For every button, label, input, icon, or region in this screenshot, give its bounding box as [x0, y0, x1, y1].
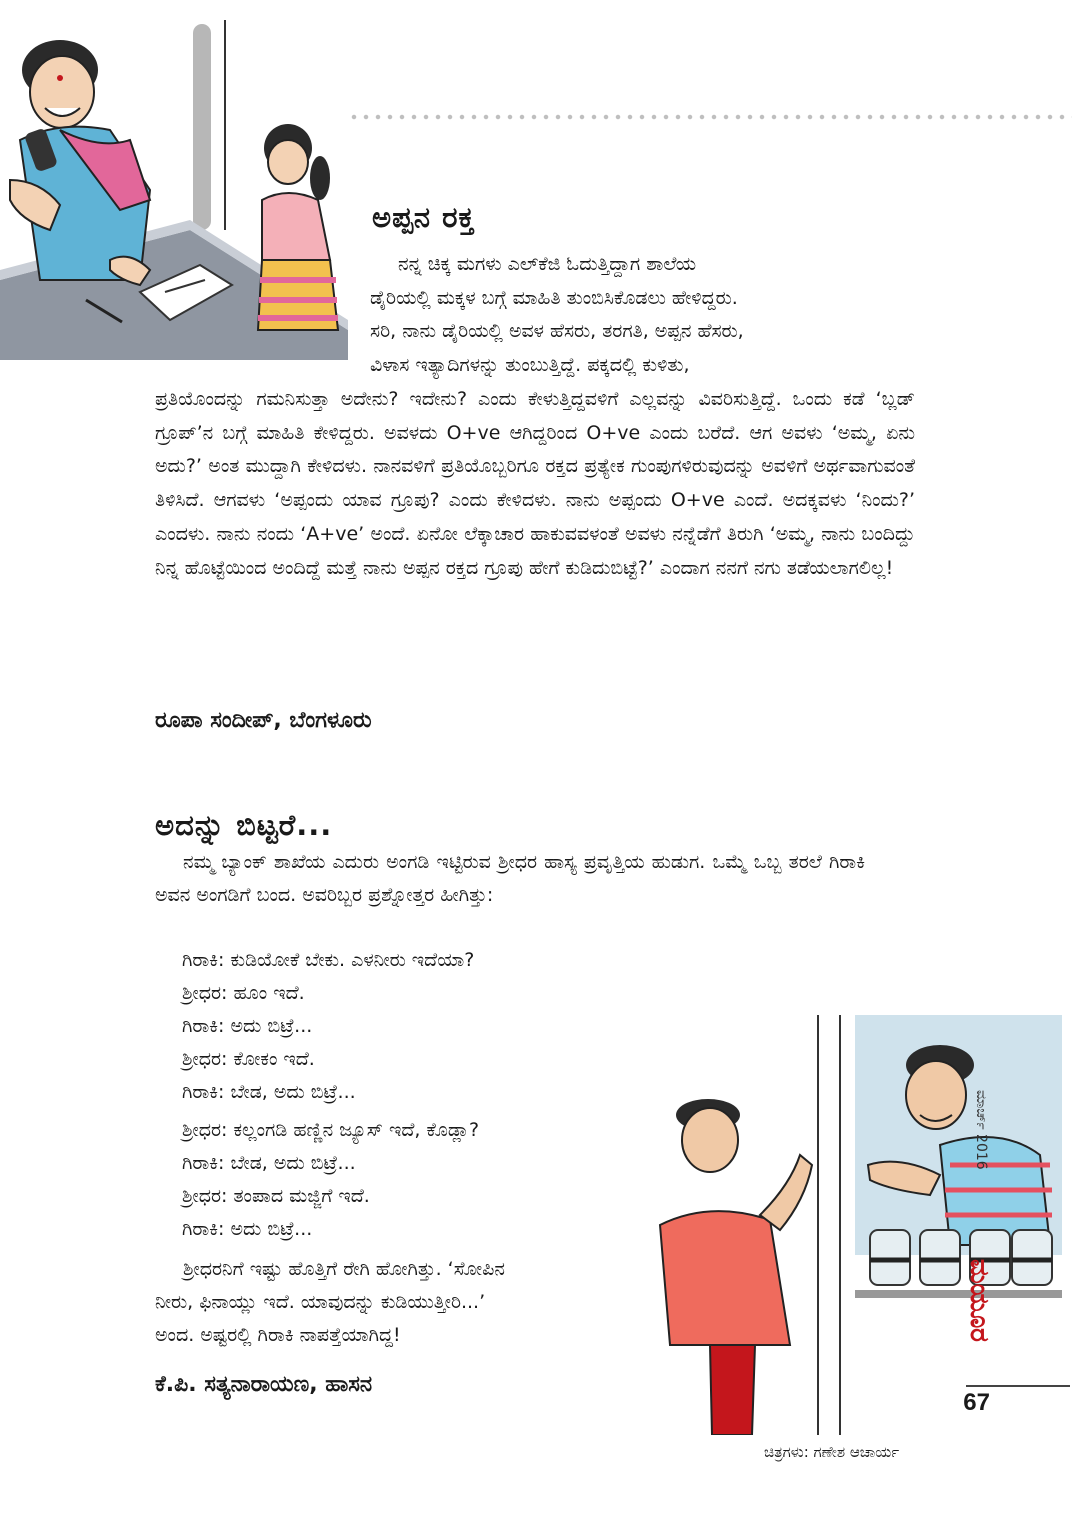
story1-author: ರೂಪಾ ಸಂದೀಪ್, ಬೆಂಗಳೂರು	[155, 708, 372, 733]
dialogue-line: ಶ್ರೀಧರ: ತಂಪಾದ ಮಜ್ಜಿಗೆ ಇದೆ.	[182, 1185, 370, 1207]
dialogue-line: ಗಿರಾಕಿ: ಕುಡಿಯೋಕೆ ಬೇಕು. ಎಳನೀರು ಇದೆಯಾ?	[182, 949, 475, 971]
story2-author: ಕೆ.ಪಿ. ಸತ್ಯನಾರಾಯಣ, ಹಾಸನ	[155, 1372, 373, 1397]
shop-illustration	[640, 1015, 1062, 1435]
magazine-brand: ಮಯೂರ	[964, 1258, 994, 1342]
dialogue-line: ಗಿರಾಕಿ: ಬೇಡ, ಅದು ಬಿಟ್ರೆ...	[182, 1081, 356, 1103]
story1-line: ಸರಿ, ನಾನು ಡೈರಿಯಲ್ಲಿ ಅವಳ ಹೆಸರು, ತರಗತಿ, ಅಪ್ಪನ ಹೆಸರು,	[370, 320, 744, 343]
story2-ending	[155, 1253, 655, 1351]
story2-title: ಅದನ್ನು ಬಿಟ್ಟರೆ...	[155, 808, 333, 842]
issue-date: ಮಾರ್ಚ್ 2016	[973, 1090, 989, 1170]
story1-line: ಡೈರಿಯಲ್ಲಿ ಮಕ್ಕಳ ಬಗ್ಗೆ ಮಾಹಿತಿ ತುಂಬಿಸಿಕೊಡಲು ಹೇಳಿದ್ದರು.	[370, 286, 738, 309]
dialogue-line: ಶ್ರೀಧರ: ಕೋಕಂ ಇದೆ.	[182, 1048, 315, 1070]
dialogue-line: ಗಿರಾಕಿ: ಅದು ಬಿಟ್ರೆ...	[182, 1015, 313, 1037]
dotted-rule	[348, 112, 1072, 122]
page-number-rule	[966, 1385, 1070, 1387]
story2-ending-line: ಶ್ರೀಧರನಿಗೆ ಇಷ್ಟು ಹೊತ್ತಿಗೆ ರೇಗಿ ಹೋಗಿತ್ತು. ‘ಸೋಪಿನ	[183, 1258, 505, 1280]
story1-line: ನನ್ನ ಚಿಕ್ಕ ಮಗಳು ಎಲ್‌ಕೆಜಿ ಓದುತ್ತಿದ್ದಾಗ ಶಾಲೆಯ	[398, 253, 697, 275]
story2-ending-line: ಅಂದ. ಅಷ್ಟರಲ್ಲಿ ಗಿರಾಕಿ ನಾಪತ್ತೆಯಾಗಿದ್ದ!	[155, 1323, 401, 1346]
story2-ending-line: ನೀರು, ಫಿನಾಯ್ಲು ಇದೆ. ಯಾವುದನ್ನು ಕುಡಿಯುತ್ತೀರಿ...’	[155, 1290, 486, 1313]
dialogue-line: ಶ್ರೀಧರ: ಕಲ್ಲಂಗಡಿ ಹಣ್ಣಿನ ಜ್ಯೂಸ್ ಇದೆ, ಕೊಡ್ಲಾ?	[182, 1119, 480, 1141]
story1-title: ಅಪ್ಪನ ರಕ್ತ	[372, 200, 476, 234]
story1-body: ಪ್ರತಿಯೊಂದನ್ನು ಗಮನಿಸುತ್ತಾ ಅದೇನು? ಇದೇನು? ಎಂದು ಕೇಳುತ್ತಿದ್ದವಳಿಗೆ ಎಲ್ಲವನ್ನು ವಿವರಿಸುತ್ತಿದ್ದೆ. ಒಂದು ಕಡೆ ‘ಬ್ಲಡ್ ಗ್ರೂಪ್’ನ ಬಗ್ಗೆ ಮಾಹಿತಿ ಕೇಳಿದ್ದರು. ಅವಳದು O+ve ಆಗಿದ್ದರಿಂದ O+ve ಎಂದು ಬರೆದೆ. ಆಗ ಅವಳು ‘ಅಮ್ಮ, ಏನು ಅದು?’ ಅಂತ ಮುದ್ದಾಗಿ ಕೇಳಿದಳು. ನಾನವಳಿಗೆ ಪ್ರತಿಯೊಬ್ಬರಿಗೂ ರಕ್ತದ ಪ್ರತ್ಯೇಕ ಗುಂಪುಗಳಿರುವುದನ್ನು ಅವಳಿಗೆ ಅರ್ಥವಾಗುವಂತೆ ತಿಳಿಸಿದೆ. ಆಗವಳು ‘ಅಪ್ಪಂದು ಯಾವ ಗ್ರೂಪು? ಎಂದು ಕೇಳಿದಳು. ನಾನು ಅಪ್ಪಂದು O+ve ಎಂದೆ. ಅದಕ್ಕವಳು ‘ನಿಂದು?’ ಎಂದಳು. ನಾನು ನಂದು ‘A+ve’ ಅಂದೆ. ಏನೋ ಲೆಕ್ಕಾಚಾರ ಹಾಕುವವಳಂತೆ ಅವಳು ನನ್ನೆಡೆಗೆ ತಿರುಗಿ ‘ಅಮ್ಮ, ನಾನು ಬಂದಿದ್ದು ನಿನ್ನ ಹೊಟ್ಟೆಯಿಂದ ಅಂದಿದ್ದೆ ಮತ್ತೆ ನಾನು ಅಪ್ಪನ ರಕ್ತದ ಗ್ರೂಪು ಹೇಗೆ ಕುಡಿದುಬಿಟ್ಟೆ?’ ಎಂದಾಗ ನನಗೆ ನಗು ತಡೆಯಲಾಗಲಿಲ್ಲ!	[155, 388, 915, 579]
illustration-credit: ಚಿತ್ರಗಳು: ಗಣೇಶ ಆಚಾರ್ಯ	[764, 1443, 900, 1461]
story1-line: ವಿಳಾಸ ಇತ್ಯಾದಿಗಳನ್ನು ತುಂಬುತ್ತಿದ್ದೆ. ಪಕ್ಕದಲ್ಲಿ ಕುಳಿತು,	[370, 354, 690, 377]
page-number: 67	[963, 1389, 990, 1416]
dialogue-line: ಗಿರಾಕಿ: ಬೇಡ, ಅದು ಬಿಟ್ರೆ...	[182, 1152, 356, 1174]
dialogue-line: ಶ್ರೀಧರ: ಹೂಂ ಇದೆ.	[182, 982, 305, 1004]
story1-intro	[370, 248, 910, 383]
story2-intro: ನಮ್ಮ ಬ್ಯಾಂಕ್ ಶಾಖೆಯ ಎದುರು ಅಂಗಡಿ ಇಟ್ಟಿರುವ ಶ್ರೀಧರ ಹಾಸ್ಯ ಪ್ರವೃತ್ತಿಯ ಹುಡುಗ. ಒಮ್ಮೆ ಒಬ್ಬ ತರಲೆ ಗಿರಾಕಿ ಅವನ ಅಂಗಡಿಗೆ ಬಂದ. ಅವರಿಬ್ಬರ ಪ್ರಶ್ನೋತ್ತರ ಹೀಗಿತ್ತು:	[155, 851, 865, 906]
mother-daughter-illustration	[0, 30, 348, 360]
dialogue-line: ಗಿರಾಕಿ: ಅದು ಬಿಟ್ರೆ...	[182, 1218, 313, 1240]
